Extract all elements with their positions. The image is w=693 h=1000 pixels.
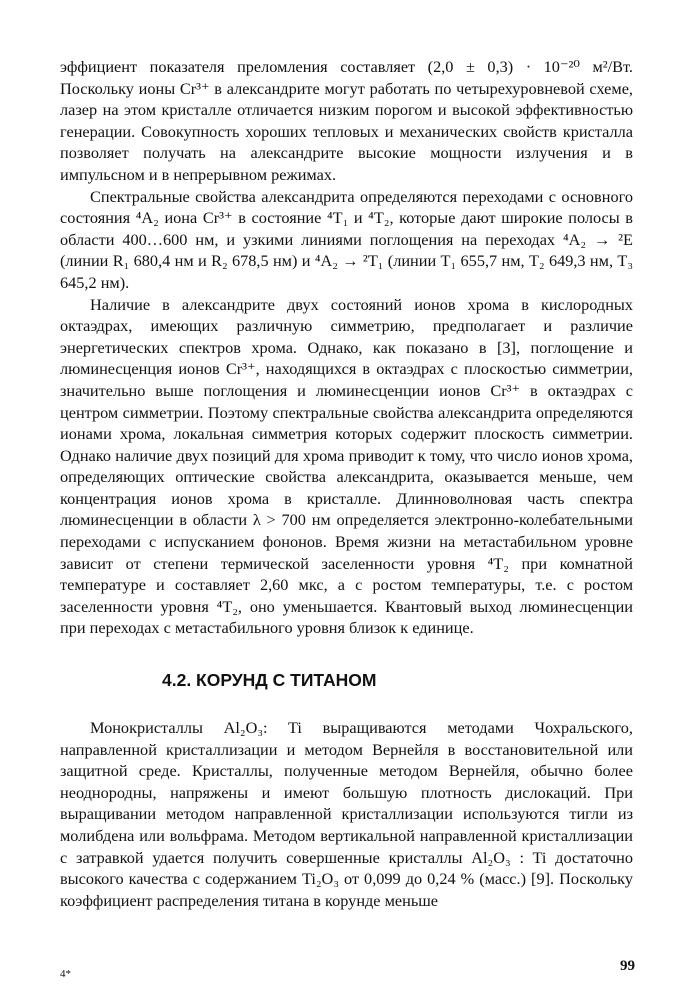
section-heading: 4.2. КОРУНД С ТИТАНОМ (162, 670, 377, 691)
paragraph-2: Спектральные свойства александрита определяются переходами с основного состояния ⁴A₂ иона Cr³⁺ в состояние ⁴T₁ и ⁴T₂, которые дают широкие полосы в области 400…600 нм, и узкими линиями поглощения на переходах ⁴A₂ → ²E (линии R₁ 680,4 нм и R₂ 678,5 нм) и ⁴A₂ → ²T₁ (линии T₁ 655,7 нм, T₂ 649,3 нм, T₃ 645,2 нм). (60, 186, 633, 292)
paragraph-1: эффициент показателя преломления составляет (2,0 ± 0,3) · 10⁻²⁰ м²/Вт. Поскольку ионы Cr³⁺ в александрите могут работать по четырехуровневой схеме, лазер на этом кристалле отличается низким порогом и высокой эффективностью генерации. Совокупность хороших тепловых и механических свойств кристалла позволяет получать на александрите высокие мощности излучения и в импульсном и в непрерывном режимах. (60, 57, 633, 184)
paragraph-3: Наличие в александрите двух состояний ионов хрома в кислородных октаэдрах, имеющих различную симметрию, предполагает и различие энергетических спектров хрома. Однако, как показано в [3], поглощение и люминесценция ионов Cr³⁺, находящихся в октаэдрах с плоскостью симметрии, значительно выше поглощения и люминесценции ионов Cr³⁺ в октаэдрах с центром симметрии. Поэтому спектральные свойства александрита определяются ионами хрома, локальная симметрия которых содержит плоскость симметрии. Однако наличие двух позиций для хрома приводит к тому, что число ионов хрома, определяющих оптические свойства александрита, оказывается меньше, чем концентрация ионов хрома в кристалле. Длинноволновая часть спектра люминесценции в области λ > 700 нм определяется электронно-колебательными переходами с испусканием фононов. Время жизни на метастабильном уровне зависит от степени термической заселенности уровня ⁴T₂ при комнатной температуре и составляет 2,60 мкс, а с ростом температуры, т.е. с ростом заселенности уровня ⁴T₂, оно уменьшается. Квантовый выход люминесценции при переходах с метастабильного уровня близок к единице. (60, 294, 633, 638)
page-number: 99 (620, 958, 635, 974)
signature-mark: 4* (60, 968, 71, 980)
paragraph-4: Монокристаллы Al₂O₃: Ti выращиваются методами Чохральского, направленной кристаллизации и методом Вернейля в восстановительной или защитной среде. Кристаллы, полученные методом Вернейля, обычно более неоднородны, напряжены и имеют большую плотность дислокаций. При выращивании методом направленной кристаллизации используются тигли из молибдена или вольфрама. Методом вертикальной направленной кристаллизации с затравкой удается получить совершенные кристаллы Al₂O₃ : Ti достаточно высокого качества с содержанием Ti₂O₃ от 0,099 до 0,24 % (масс.) [9]. Поскольку коэффициент распределения титана в корунде меньше (60, 718, 633, 910)
page-body (60, 56, 633, 911)
